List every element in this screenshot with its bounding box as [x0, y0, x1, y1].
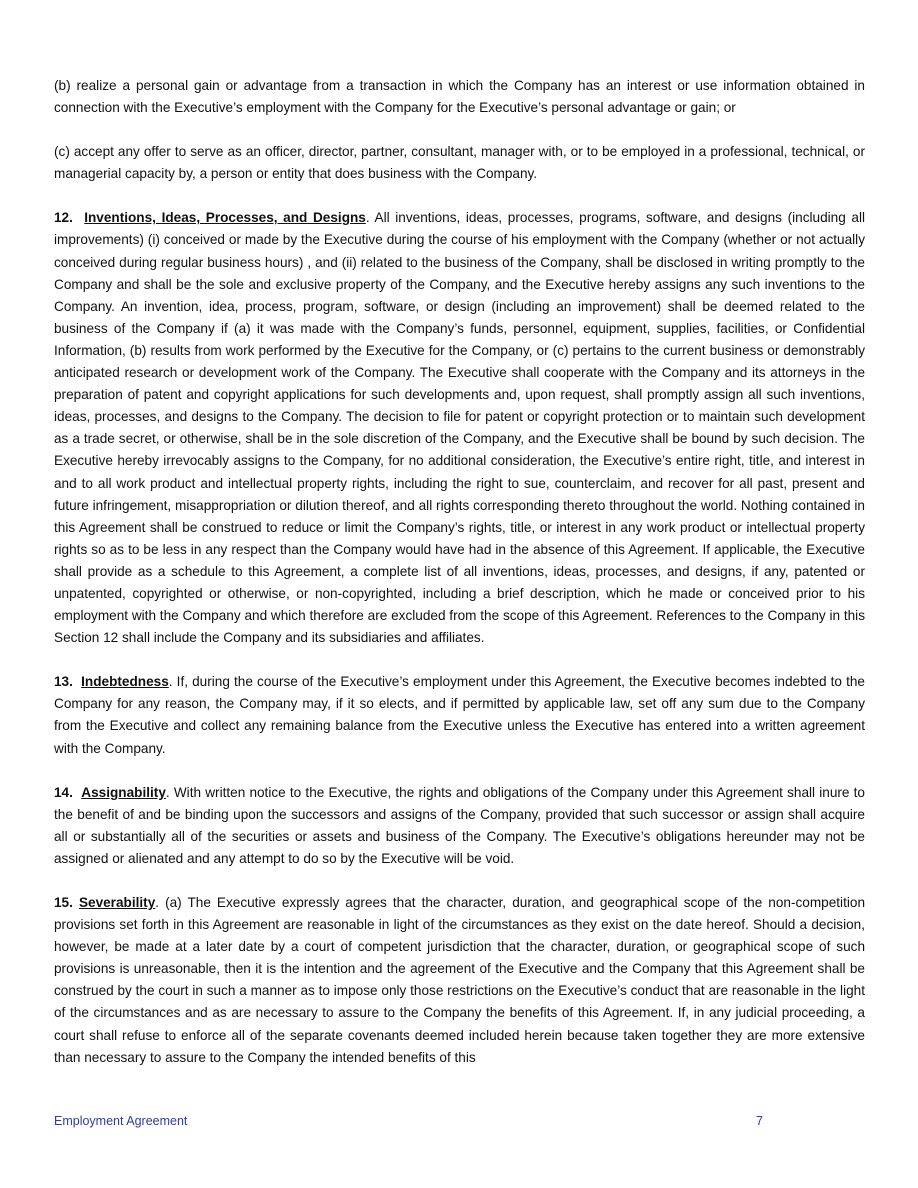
paragraph-b [54, 75, 865, 119]
section-number: 15. [54, 895, 73, 910]
page-number: 7 [756, 1114, 763, 1128]
section-heading: Severability [78, 895, 156, 910]
section-number: 12. [54, 210, 73, 226]
paragraph-text: (b) realize a personal gain or advantage from a transaction in which the Company has an interest or use information obtained in connection with the Executive’s employment with the Company for the Executive’s personal advantage or gain; or [54, 78, 865, 116]
section-12 [54, 207, 865, 649]
section-number: 13. [54, 674, 73, 690]
paragraph-text: (c) accept any offer to serve as an officer, director, partner, consultant, manager with, or to be employed in a professional, technical, or managerial capacity by, a person or entity that does business with the Company. [54, 144, 865, 182]
document-body [54, 75, 865, 1091]
footer-document-title: Employment Agreement [54, 1114, 188, 1128]
section-14 [54, 782, 865, 870]
section-heading: Assignability [81, 784, 166, 800]
section-text: . (a) The Executive expressly agrees that the character, duration, and geographical scope of the non-competition provisions set forth in this Agreement are reasonable in light of the circumstances as they exist on the date hereof. Should a decision, however, be made at a later date by a court of competent jurisdiction that the character, duration, or geographical scope of such provisions is unreasonable, then it is the intention and the agreement of the Executive and the Company that this Agreement shall be construed by the court in such a manner as to impose only those restrictions on the Executive’s conduct that are reasonable in the light of the circumstances and as are necessary to assure to the Company the benefits of this Agreement. If, in any judicial proceeding, a court shall refuse to enforce all of the separate covenants deemed included herein because taken together they are more extensive than necessary to assure to the Company the intended benefits of this [54, 895, 865, 1065]
section-heading: Inventions, Ideas, Processes, and Designs [84, 210, 366, 226]
section-text: . With written notice to the Executive, the rights and obligations of the Company under this Agreement shall inure to the benefit of and be binding upon the successors and assigns of the Company, provided that such successor or assign shall acquire all or substantially all of the securities or assets and business of the Company. The Executive’s obligations hereunder may not be assigned or alienated and any attempt to do so by the Executive will be void. [54, 784, 865, 866]
paragraph-c [54, 141, 865, 185]
section-heading: Indebtedness [81, 674, 169, 690]
section-15 [54, 892, 865, 1069]
section-13 [54, 671, 865, 759]
section-text: . All inventions, ideas, processes, programs, software, and designs (including all improvements) (i) conceived or made by the Executive during the course of his employment with the Company (whether or not actually conceived during regular business hours) , and (ii) related to the business of the Company, shall be disclosed in writing promptly to the Company and shall be the sole and exclusive property of the Company, and the Executive hereby assigns any such inventions to the Company. An invention, idea, process, program, software, or design (including an improvement) shall be deemed related to the business of the Company if (a) it was made with the Company’s funds, personnel, equipment, supplies, facilities, or Confidential Information, (b) results from work performed by the Executive for the Company, or (c) pertains to the current business or demonstrably anticipated research or development work of the Company. The Executive shall cooperate with the Company and its attorneys in the preparation of patent and copyright applications for such developments and, upon request, shall promptly assign all such inventions, ideas, processes, and designs to the Company. The decision to file for patent or copyright protection or to maintain such development as a trade secret, or otherwise, shall be in the sole discretion of the Company, and the Executive shall be bound by such decision. The Executive hereby irrevocably assigns to the Company, for no additional consideration, the Executive’s entire right, title, and interest in and to all work product and intellectual property rights, including the right to sue, counterclaim, and recover for all past, present and future infringement, misappropriation or dilution thereof, and all rights corresponding thereto throughout the world. Nothing contained in this Agreement shall be construed to reduce or limit the Company’s rights, title, or interest in any work product or intellectual property rights so as to be less in any respect than the Company would have had in the absence of this Agreement. If applicable, the Executive shall provide as a schedule to this Agreement, a complete list of all inventions, ideas, processes, and designs, if any, patented or unpatented, copyrighted or otherwise, or non-copyrighted, including a brief description, which he made or conceived prior to his employment with the Company and which therefore are excluded from the scope of this Agreement. References to the Company in this Section 12 shall include the Company and its subsidiaries and affiliates. [54, 210, 866, 646]
section-number: 14. [54, 784, 73, 800]
section-text: . If, during the course of the Executive’s employment under this Agreement, the Executive becomes indebted to the Company for any reason, the Company may, if it so elects, and if permitted by applicable law, set off any sum due to the Company from the Executive and collect any remaining balance from the Executive unless the Executive has entered into a written agreement with the Company. [54, 674, 865, 756]
